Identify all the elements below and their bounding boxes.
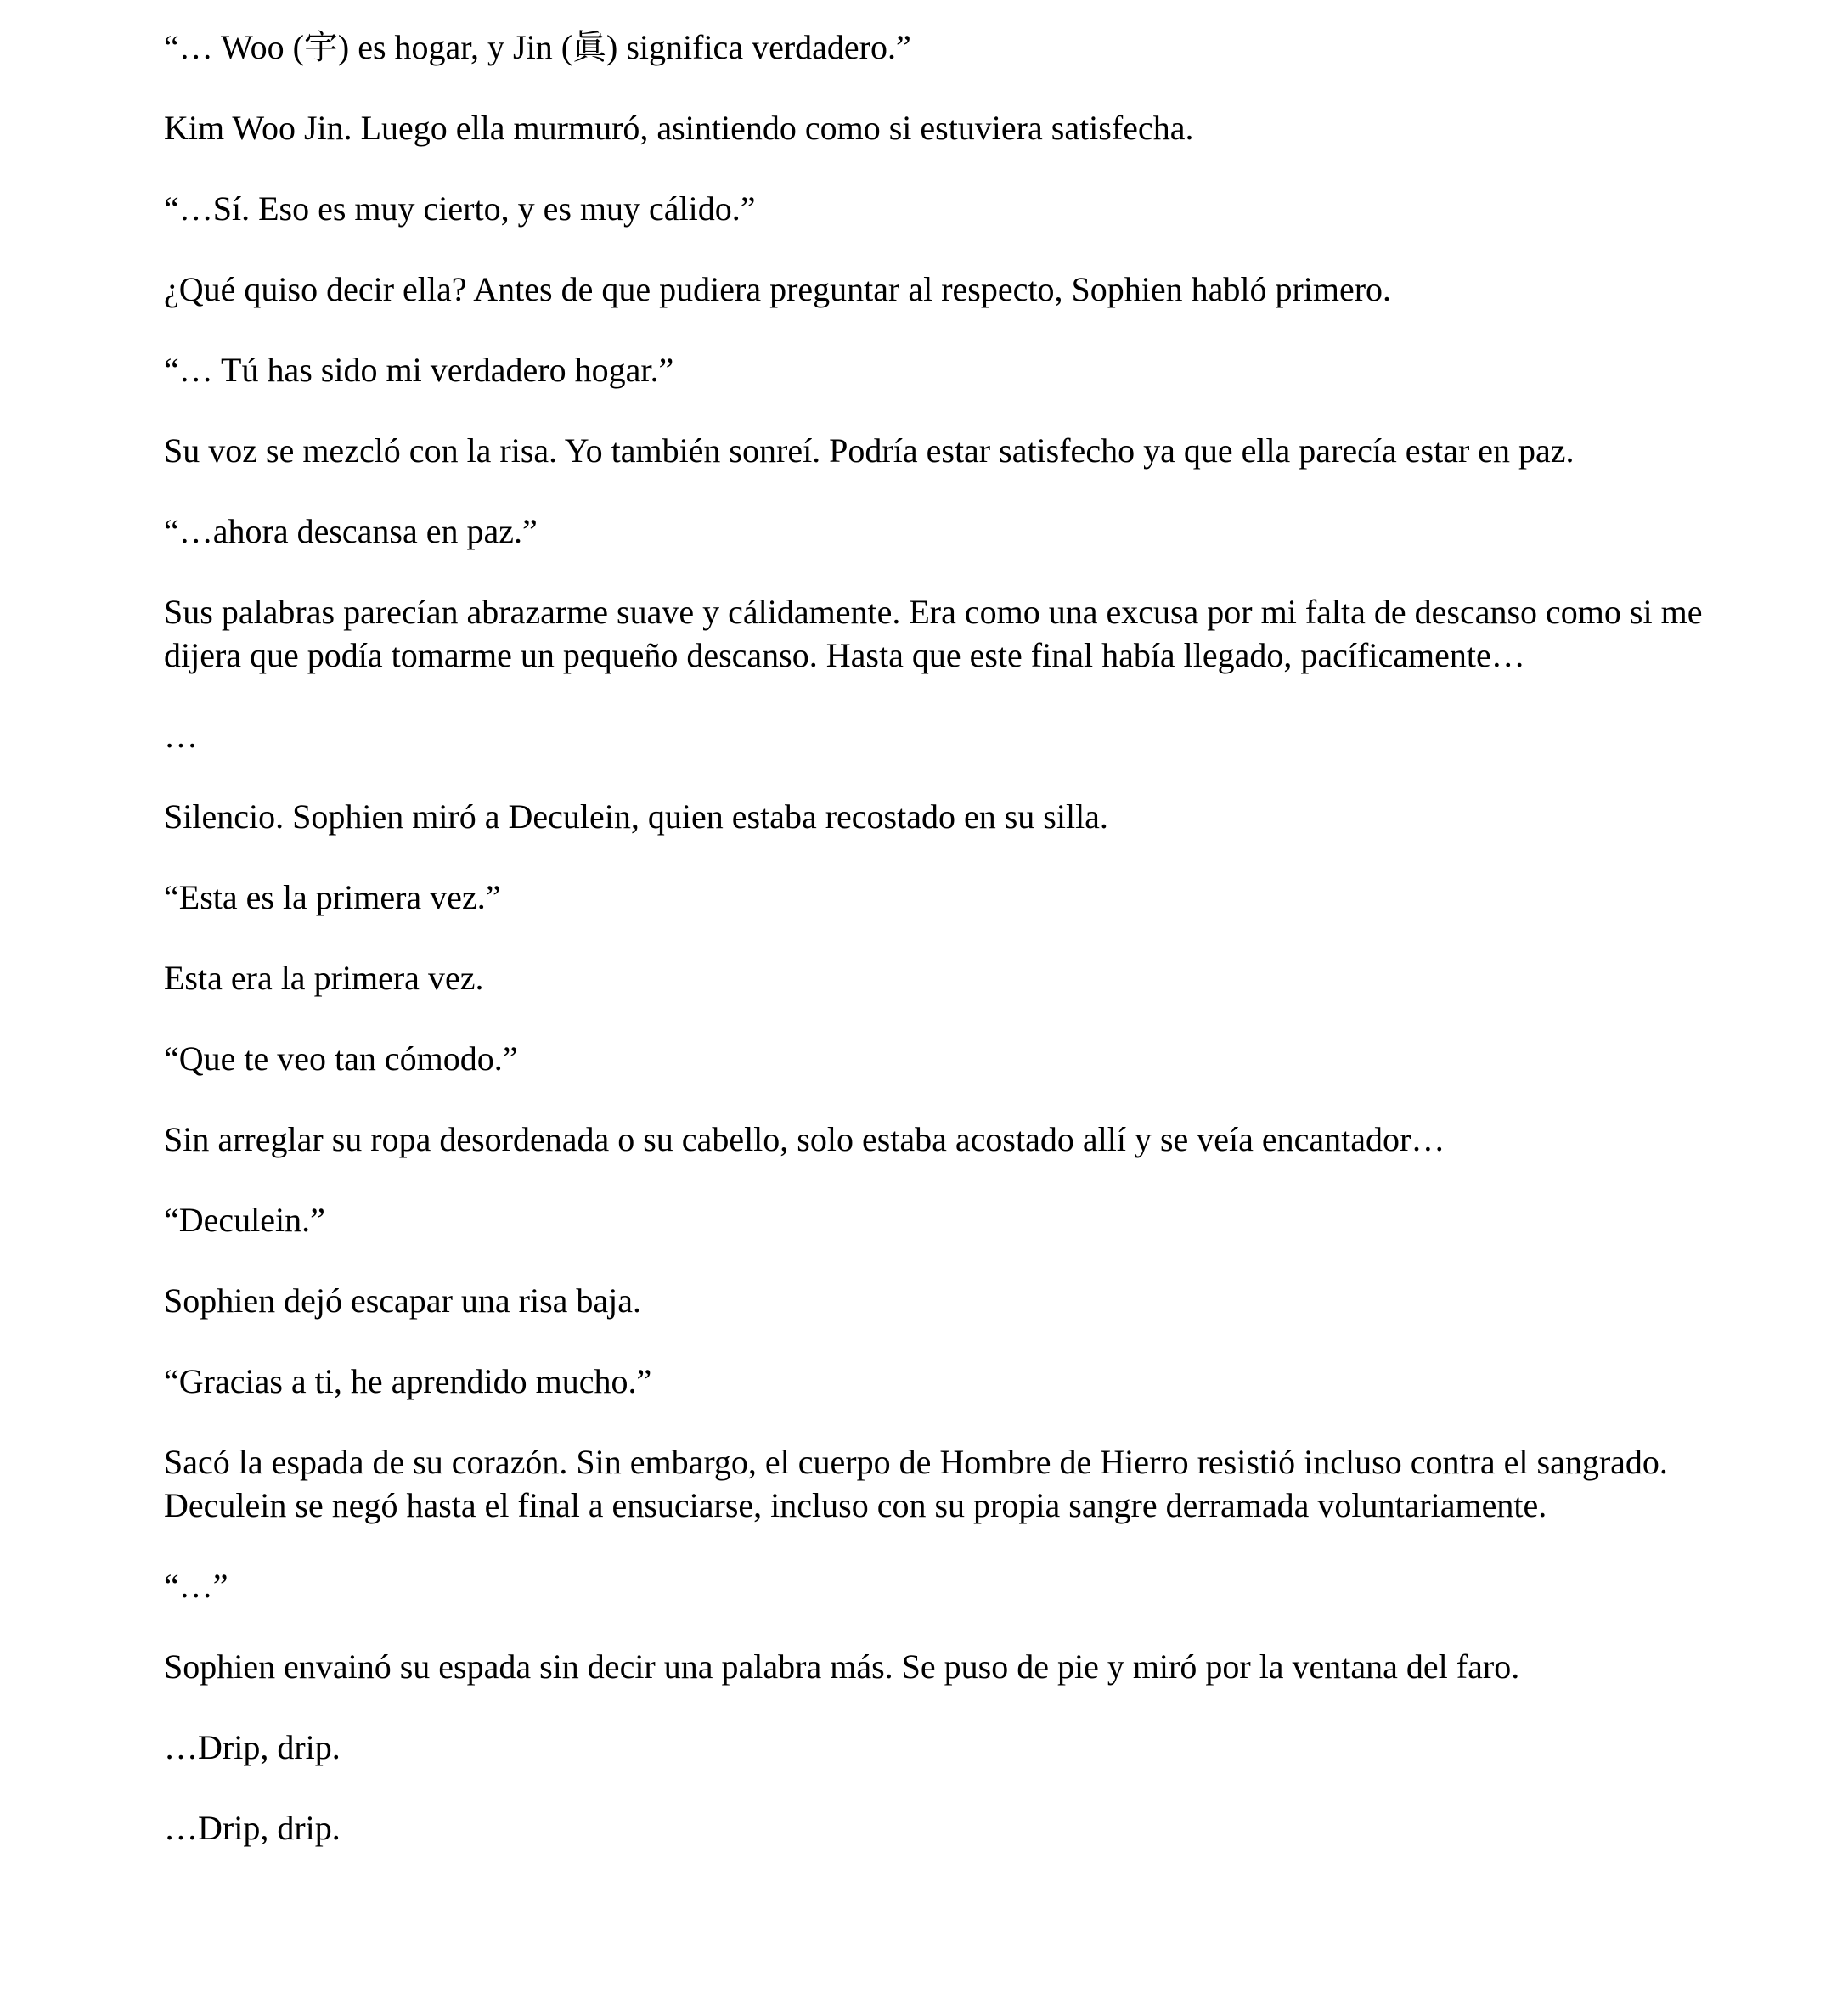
paragraph: … <box>164 717 198 755</box>
paragraph: “…Sí. Eso es muy cierto, y es muy cálido.” <box>164 189 756 228</box>
paragraph: Sus palabras parecían abrazarme suave y cálidamente. Era como una excusa por mi falta de descanso como si me dijera que podía tomarme un pequeño descanso. Hasta que este final había llegado, pacíficamente… <box>164 593 1703 674</box>
paragraph: “… Woo (宇) es hogar, y Jin (眞) significa verdadero.” <box>164 28 911 66</box>
paragraph: “… Tú has sido mi verdadero hogar.” <box>164 351 674 389</box>
paragraph: Kim Woo Jin. Luego ella murmuró, asintiendo como si estuviera satisfecha. <box>164 109 1194 147</box>
paragraph: Su voz se mezcló con la risa. Yo también sonreí. Podría estar satisfecho ya que ella parecía estar en paz. <box>164 431 1575 470</box>
paragraph: ¿Qué quiso decir ella? Antes de que pudiera preguntar al respecto, Sophien habló primero. <box>164 270 1392 308</box>
paragraph: Esta era la primera vez. <box>164 959 484 997</box>
document-page <box>164 25 1718 1887</box>
paragraph: “Esta es la primera vez.” <box>164 878 501 916</box>
paragraph: “Gracias a ti, he aprendido mucho.” <box>164 1362 652 1400</box>
paragraph: “…ahora descansa en paz.” <box>164 512 538 550</box>
paragraph: Silencio. Sophien miró a Deculein, quien estaba recostado en su silla. <box>164 797 1108 836</box>
paragraph: “…” <box>164 1567 228 1605</box>
paragraph: …Drip, drip. <box>164 1728 341 1766</box>
paragraph: “Que te veo tan cómodo.” <box>164 1039 518 1078</box>
paragraph: …Drip, drip. <box>164 1809 341 1847</box>
paragraph: Sophien dejó escapar una risa baja. <box>164 1281 642 1320</box>
paragraph: “Deculein.” <box>164 1201 325 1239</box>
paragraph: Sin arreglar su ropa desordenada o su cabello, solo estaba acostado allí y se veía encantador… <box>164 1120 1445 1158</box>
paragraph: Sacó la espada de su corazón. Sin embargo, el cuerpo de Hombre de Hierro resistió incluso contra el sangrado. Deculein se negó hasta el final a ensuciarse, incluso con su propia sangre derramada voluntariamente. <box>164 1443 1668 1524</box>
paragraph: Sophien envainó su espada sin decir una palabra más. Se puso de pie y miró por la ventana del faro. <box>164 1647 1520 1686</box>
